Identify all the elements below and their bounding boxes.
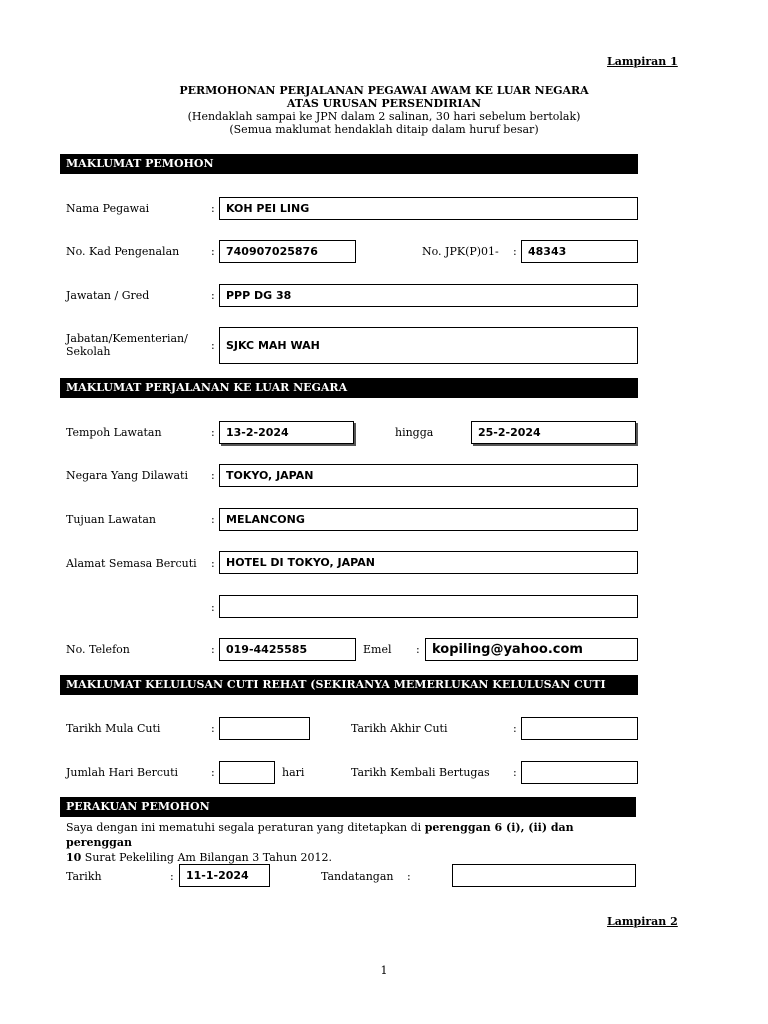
tarikh-label: Tarikh bbox=[66, 870, 102, 883]
colon: : bbox=[170, 870, 174, 883]
alamat-field-line-2[interactable] bbox=[219, 595, 638, 618]
tempoh-from-field[interactable]: 13-2-2024 bbox=[219, 421, 354, 444]
colon: : bbox=[211, 289, 215, 302]
title-line-3: (Hendaklah sampai ke JPN dalam 2 salinan, 30 hari sebelum bertolak) bbox=[187, 110, 581, 123]
colon: : bbox=[211, 513, 215, 526]
negara-label: Negara Yang Dilawati bbox=[66, 469, 188, 482]
perakuan-bold-1: perenggan 6 (i), (ii) dan perenggan bbox=[66, 821, 574, 849]
emel-label: Emel bbox=[363, 643, 392, 656]
tujuan-field[interactable]: MELANCONG bbox=[219, 508, 638, 531]
colon: : bbox=[513, 766, 517, 779]
tempoh-to-field[interactable]: 25-2-2024 bbox=[471, 421, 636, 444]
colon: : bbox=[211, 766, 215, 779]
colon: : bbox=[211, 643, 215, 656]
alamat-label: Alamat Semasa Bercuti bbox=[66, 557, 197, 570]
telefon-field[interactable]: 019-4425585 bbox=[219, 638, 356, 661]
lampiran-2-label: Lampiran 2 bbox=[607, 915, 678, 928]
tujuan-label: Tujuan Lawatan bbox=[66, 513, 156, 526]
title-line-4: (Semua maklumat hendaklah ditaip dalam huruf besar) bbox=[229, 123, 539, 136]
tempoh-label: Tempoh Lawatan bbox=[66, 426, 162, 439]
jawatan-label: Jawatan / Gred bbox=[66, 289, 150, 302]
jpk-label: No. JPK(P)01- bbox=[422, 245, 499, 258]
colon: : bbox=[211, 202, 215, 215]
nama-field[interactable]: KOH PEI LING bbox=[219, 197, 638, 220]
perakuan-statement bbox=[66, 820, 636, 865]
colon: : bbox=[211, 601, 215, 614]
telefon-label: No. Telefon bbox=[66, 643, 130, 656]
colon: : bbox=[513, 245, 517, 258]
title-line-2: ATAS URUSAN PERSENDIRIAN bbox=[286, 97, 482, 110]
negara-field[interactable]: TOKYO, JAPAN bbox=[219, 464, 638, 487]
perakuan-text-1: Saya dengan ini mematuhi segala peraturan yang ditetapkan di bbox=[66, 821, 425, 834]
form-title bbox=[60, 84, 708, 136]
section-header-kelulusan: MAKLUMAT KELULUSAN CUTI REHAT (SEKIRANYA MEMERLUKAN KELULUSAN CUTI REHAT) bbox=[60, 675, 638, 695]
jabatan-label-line-2: Sekolah bbox=[66, 345, 111, 358]
hari-label: hari bbox=[282, 766, 305, 779]
jabatan-field[interactable]: SJKC MAH WAH bbox=[219, 327, 638, 364]
colon: : bbox=[416, 643, 420, 656]
page-number: 1 bbox=[380, 964, 388, 977]
lampiran-1-label: Lampiran 1 bbox=[607, 55, 678, 68]
nama-label: Nama Pegawai bbox=[66, 202, 150, 215]
hingga-label: hingga bbox=[395, 426, 434, 439]
tarikh-field[interactable]: 11-1-2024 bbox=[179, 864, 270, 887]
ic-label: No. Kad Pengenalan bbox=[66, 245, 180, 258]
jpk-field[interactable]: 48343 bbox=[521, 240, 638, 263]
section-header-perjalanan: MAKLUMAT PERJALANAN KE LUAR NEGARA bbox=[60, 378, 638, 398]
mula-cuti-field[interactable] bbox=[219, 717, 310, 740]
colon: : bbox=[211, 339, 215, 352]
akhir-cuti-label: Tarikh Akhir Cuti bbox=[351, 722, 448, 735]
emel-field[interactable]: kopiling@yahoo.com bbox=[425, 638, 638, 661]
jawatan-field[interactable]: PPP DG 38 bbox=[219, 284, 638, 307]
mula-cuti-label: Tarikh Mula Cuti bbox=[66, 722, 161, 735]
section-header-perakuan: PERAKUAN PEMOHON bbox=[60, 797, 636, 817]
perakuan-bold-2: 10 bbox=[66, 851, 82, 864]
colon: : bbox=[211, 245, 215, 258]
akhir-cuti-field[interactable] bbox=[521, 717, 638, 740]
perakuan-text-2: Surat Pekeliling Am Bilangan 3 Tahun 2012. bbox=[81, 851, 333, 864]
tandatangan-field[interactable] bbox=[452, 864, 636, 887]
tandatangan-label: Tandatangan bbox=[321, 870, 394, 883]
jabatan-label-line-1: Jabatan/Kementerian/ bbox=[66, 332, 188, 345]
jabatan-label bbox=[66, 332, 188, 358]
jumlah-hari-field[interactable] bbox=[219, 761, 275, 784]
kembali-bertugas-label: Tarikh Kembali Bertugas bbox=[351, 766, 490, 779]
alamat-field[interactable]: HOTEL DI TOKYO, JAPAN bbox=[219, 551, 638, 574]
ic-field[interactable]: 740907025876 bbox=[219, 240, 356, 263]
title-line-1: PERMOHONAN PERJALANAN PEGAWAI AWAM KE LUAR NEGARA bbox=[179, 84, 589, 97]
colon: : bbox=[211, 557, 215, 570]
colon: : bbox=[211, 426, 215, 439]
kembali-bertugas-field[interactable] bbox=[521, 761, 638, 784]
jumlah-hari-label: Jumlah Hari Bercuti bbox=[66, 766, 179, 779]
colon: : bbox=[211, 469, 215, 482]
colon: : bbox=[513, 722, 517, 735]
colon: : bbox=[407, 870, 411, 883]
section-header-pemohon: MAKLUMAT PEMOHON bbox=[60, 154, 638, 174]
colon: : bbox=[211, 722, 215, 735]
